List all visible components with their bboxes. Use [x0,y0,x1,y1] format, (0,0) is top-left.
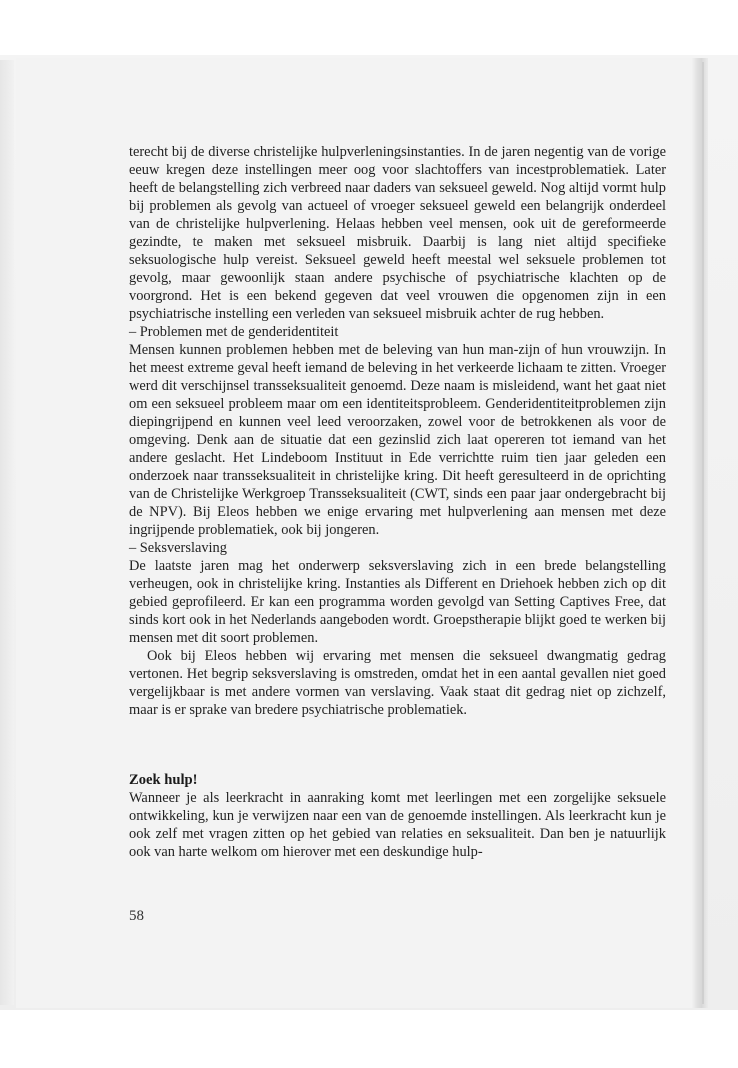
left-page-stack [0,60,14,1005]
section-heading: Zoek hulp! [129,772,198,788]
body-text [129,143,666,861]
page-number: 58 [129,908,144,924]
paragraph-zoek-hulp: Wanneer je als leerkracht in aanraking komt met leerlingen met een zorgelijke seksuele ontwikkeling, kun je verwijzen naar een van de genoemde instellingen. Als leerkracht kun je ook zelf met vragen zitten op het gebied van relaties en seksualiteit. Dan ben je natuurlijk ook van harte welkom om hierover met een deskundige hulp- [129,790,666,860]
section-spacer [129,719,666,771]
right-page-edge [692,58,708,1008]
right-page-edge-line [702,62,704,1004]
list-item-seksverslaving: – Seksverslaving [129,540,227,556]
paragraph-incest: terecht bij de diverse christelijke hulpverleningsinstanties. In de jaren negentig van de vorige eeuw kregen deze instellingen meer oog voor slachtoffers van incestproblematiek. Later heeft de belangstelling zich verbreed naar daders van seksueel geweld. Nog altijd vormt hulp bij problemen als gevolg van actueel of vroeger seksueel geweld een belangrijk onderdeel van de christelijke hulpverlening. Helaas hebben veel mensen, ook uit de gereformeerde gezindte, te maken met seksueel misbruik. Daarbij is lang niet altijd specifieke seksuologische hulp vereist. Seksueel geweld heeft meestal wel seksuele problemen tot gevolg, maar gewoonlijk staan andere psychische of psychiatrische klachten op de voorgrond. Het is een bekend gegeven dat veel vrouwen die opgenomen zijn in een psychiatrische instelling een verleden van seksueel misbruik achter de rug hebben. [129,144,666,322]
list-item-genderidentiteit: – Problemen met de genderidentiteit [129,324,339,340]
paragraph-seksverslaving: De laatste jaren mag het onderwerp seksverslaving zich in een brede belangstelling verheugen, ook in christelijke kring. Instanties als Different en Driehoek hebben zich op dit gebied geprofileerd. Er kan een programma worden gevolgd van Setting Captives Free, dat sinds kort ook in het Nederlands aangeboden wordt. Groepstherapie blijkt goed te werken bij mensen met dit soort problemen. [129,558,666,646]
paragraph-eleos: Ook bij Eleos hebben wij ervaring met mensen die seksueel dwangmatig gedrag vertonen. Het begrip seksverslaving is omstreden, omdat het in een aantal gevallen niet goed vergelijkbaar is met andere vormen van verslaving. Vaak staat dit gedrag niet op zichzelf, maar is er sprake van bredere psychiatrische problematiek. [129,648,666,718]
paragraph-genderidentiteit: Mensen kunnen problemen hebben met de beleving van hun man-zijn of hun vrouwzijn. In het meest extreme geval heeft iemand de beleving in het verkeerde lichaam te zitten. Vroeger werd dit verschijnsel transseksualiteit genoemd. Deze naam is misleidend, want het gaat niet om een seksueel probleem maar om een identiteitsprobleem. Genderidentiteitproblemen zijn diepingrijpend en kunnen veel leed veroorzaken, zowel voor de betrokkenen als voor de omgeving. Denk aan de situatie dat een gezinslid zich laat opereren tot iemand van het andere geslacht. Het Lindeboom Instituut in Ede verrichtte ruim tien jaar geleden een onderzoek naar transseksualiteit in christelijke kring. Dit heeft geresulteerd in de oprichting van de Christelijke Werkgroep Transseksualiteit (CWT, sinds een paar jaar ondergebracht bij de NPV). Bij Eleos hebben we enige ervaring met hulpverlening aan mensen met deze ingrijpende problematiek, ook bij jongeren. [129,342,666,538]
